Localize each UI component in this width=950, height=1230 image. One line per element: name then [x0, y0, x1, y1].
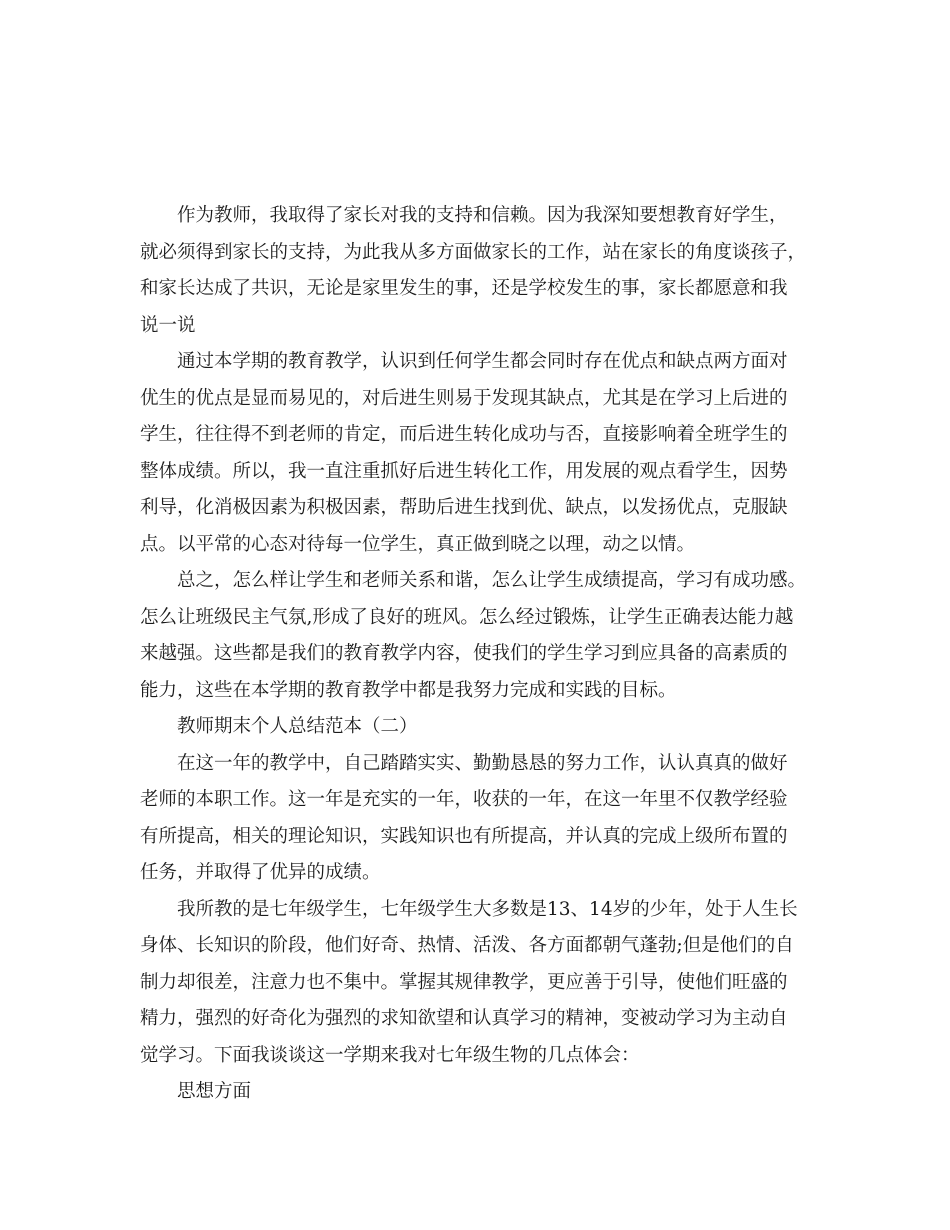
- text-line: 来越强。这些都是我们的教育教学内容，使我们的学生学习到应具备的高素质的: [140, 643, 788, 664]
- text-line: 我所教的是七年级学生，七年级学生大多数是13、14岁的少年，处于人生长: [177, 898, 798, 920]
- text-line: 有所提高，相关的理论知识，实践知识也有所提高，并认真的完成上级所布置的: [140, 825, 788, 847]
- document-body: [140, 198, 812, 1111]
- text-line: 就必须得到家长的支持，为此我从多方面做家长的工作，站在家长的角度谈孩子，: [140, 241, 807, 263]
- text-line: 学生，往往得不到老师的肯定，而后进生转化成功与否，直接影响着全班学生的: [140, 424, 788, 445]
- text-line: 和家长达成了共识，无论是家里发生的事，还是学校发生的事，家长都愿意和我: [140, 278, 788, 299]
- text-line: 总之，怎么样让学生和老师关系和谐，怎么让学生成绩提高，学习有成功感。: [177, 570, 807, 591]
- text-line: 通过本学期的教育教学，认识到任何学生都会同时存在优点和缺点两方面对: [177, 351, 788, 372]
- text-line: 觉学习。下面我谈谈这一学期来我对七年级生物的几点体会：: [140, 1044, 640, 1066]
- section-heading: 教师期末个人总结范本（二）: [177, 716, 418, 737]
- text-line: 身体、长知识的阶段，他们好奇、热情、活泼、各方面都朝气蓬勃;但是他们的自: [140, 935, 794, 956]
- text-line: 优生的优点是显而易见的，对后进生则易于发现其缺点，尤其是在学习上后进的: [140, 387, 788, 409]
- text-line: 作为教师，我取得了家长对我的支持和信赖。因为我深知要想教育好学生，: [177, 205, 788, 226]
- text-line: 制力却很差，注意力也不集中。掌握其规律教学，更应善于引导，使他们旺盛的: [140, 971, 788, 993]
- text-line: 任务，并取得了优异的成绩。: [140, 862, 381, 883]
- text-line: 老师的本职工作。这一年是充实的一年，收获的一年，在这一年里不仅教学经验: [140, 789, 788, 810]
- text-line: 说一说: [140, 314, 196, 336]
- text-line: 整体成绩。所以，我一直注重抓好后进生转化工作，用发展的观点看学生，因势: [140, 460, 788, 482]
- text-line: 怎么让班级民主气氛,形成了良好的班风。怎么经过锻炼，让学生正确表达能力越: [140, 606, 794, 628]
- text-line: 在这一年的教学中，自己踏踏实实、勤勤恳恳的努力工作，认认真真的做好: [177, 752, 788, 774]
- text-line: 精力，强烈的好奇化为强烈的求知欲望和认真学习的精神，变被动学习为主动自: [140, 1008, 788, 1029]
- text-line: 点。以平常的心态对待每一位学生，真正做到晓之以理，动之以情。: [140, 533, 696, 555]
- text-line: 能力，这些在本学期的教育教学中都是我努力完成和实践的目标。: [140, 679, 677, 701]
- text-line: 利导，化消极因素为积极因素，帮助后进生找到优、缺点，以发扬优点，克服缺: [140, 497, 788, 518]
- section-heading: 思想方面: [177, 1081, 252, 1102]
